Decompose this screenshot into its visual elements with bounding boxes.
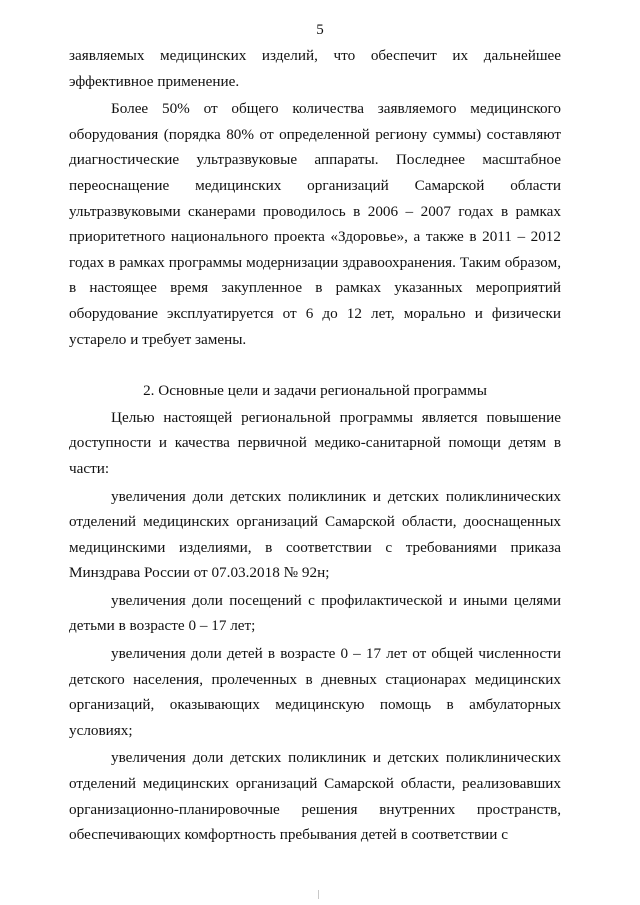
list-item-preventive-visits: увеличения доли посещений с профилактической и иными целями детьми в возрасте 0 – 17 лет;: [69, 591, 561, 635]
section-heading: 2. Основные цели и задачи региональной программы: [143, 382, 487, 400]
paragraph-continuation: заявляемых медицинских изделий, что обеспечит их дальнейшее эффективное применение.: [69, 47, 561, 90]
paragraph-program-goal: Целью настоящей региональной программы является повышение доступности и качества первичной медико-санитарной помощи детям в части:: [69, 408, 561, 477]
scan-artifact-mark: [318, 890, 319, 899]
document-body: [69, 43, 561, 848]
list-item-comfort-solutions: увеличения доли детских поликлиник и детских поликлинических отделений медицинских организаций Самарской области, реализовавших организационно-планировочные решения внутренних пространств, обеспечивающих комфортность пребывания детей в соответствии с: [69, 749, 561, 844]
page-number: 5: [316, 22, 324, 38]
list-item-equipped-polyclinics: увеличения доли детских поликлиник и детских поликлинических отделений медицинских организаций Самарской области, дооснащенных медицинскими изделиями, в соответствии с требованиями приказа Минздрава России от 07.03.2018 № 92н;: [69, 487, 561, 582]
paragraph-ultrasound-equipment: Более 50% от общего количества заявляемого медицинского оборудования (порядка 80% от определенной региону суммы) составляют диагностические ультразвуковые аппараты. Последнее масштабное переоснащение медицинских организаций Самарской области ультразвуковыми сканерами проводилось в 2006 – 2007 годах в рамках приоритетного национального проекта «Здоровье», а также в 2011 – 2012 годах в рамках программы модернизации здравоохранения. Таким образом, в настоящее время закупленное в рамках указанных мероприятий оборудование эксплуатируется от 6 до 12 лет, морально и физически устарело и требует замены.: [69, 100, 561, 348]
list-item-day-hospital-children: увеличения доли детей в возрасте 0 – 17 лет от общей численности детского населения, пролеченных в дневных стационарах медицинских организаций, оказывающих медицинскую помощь в амбулаторных условиях;: [69, 645, 561, 739]
